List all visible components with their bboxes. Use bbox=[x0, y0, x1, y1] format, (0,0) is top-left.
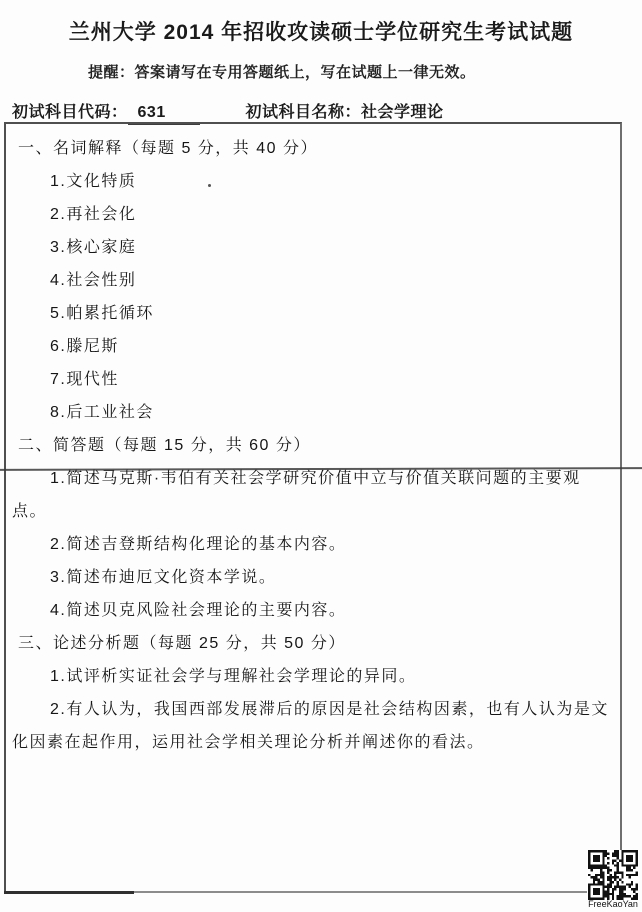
term-item-7: 7.现代性 bbox=[50, 371, 119, 388]
term-item-3: 3.核心家庭 bbox=[50, 239, 137, 256]
section-1-heading: 一、名词解释（每题 5 分，共 40 分） bbox=[18, 140, 318, 157]
short-answer-q2: 2.简述吉登斯结构化理论的基本内容。 bbox=[50, 536, 347, 553]
short-answer-q1: 1.简述马克斯·韦伯有关社会学研究价值中立与价值关联问题的主要观点。 bbox=[12, 470, 581, 520]
short-answer-q3: 3.简述布迪厄文化资本学说。 bbox=[50, 569, 277, 586]
scan-speck bbox=[208, 184, 211, 187]
watermark-label: FreeKaoYan bbox=[588, 899, 638, 909]
subject-code-value: 631 bbox=[128, 104, 200, 125]
term-item-8: 8.后工业社会 bbox=[50, 404, 154, 421]
essay-q2: 2.有人认为，我国西部发展滞后的原因是社会结构因素，也有人认为是文化因素在起作用，运用社会学相关理论分析并阐述你的看法。 bbox=[12, 701, 609, 751]
short-answer-q4: 4.简述贝克风险社会理论的主要内容。 bbox=[50, 602, 347, 619]
exam-body-frame bbox=[4, 122, 622, 893]
term-item-5: 5.帕累托循环 bbox=[50, 305, 154, 322]
exam-title: 兰州大学 2014 年招收攻读硕士学位研究生考试试题 bbox=[68, 21, 574, 44]
term-item-1: 1.文化特质 bbox=[50, 173, 137, 190]
term-item-2: 2.再社会化 bbox=[50, 206, 137, 223]
qr-code bbox=[587, 850, 639, 900]
exam-notice: 提醒：答案请写在专用答题纸上，写在试题上一律无效。 bbox=[88, 64, 476, 81]
subject-name-value: 社会学理论 bbox=[361, 104, 444, 121]
subject-name-label: 初试科目名称： bbox=[245, 104, 362, 121]
essay-q1: 1.试评析实证社会学与理解社会学理论的异同。 bbox=[50, 668, 417, 685]
term-item-6: 6.滕尼斯 bbox=[50, 338, 119, 355]
section-2-heading: 二、简答题（每题 15 分，共 60 分） bbox=[18, 437, 311, 454]
scan-border-smudge bbox=[4, 891, 134, 894]
subject-code-label: 初试科目代码： bbox=[12, 104, 128, 121]
term-item-4: 4.社会性别 bbox=[50, 272, 137, 289]
section-3-heading: 三、论述分析题（每题 25 分，共 50 分） bbox=[18, 635, 346, 652]
